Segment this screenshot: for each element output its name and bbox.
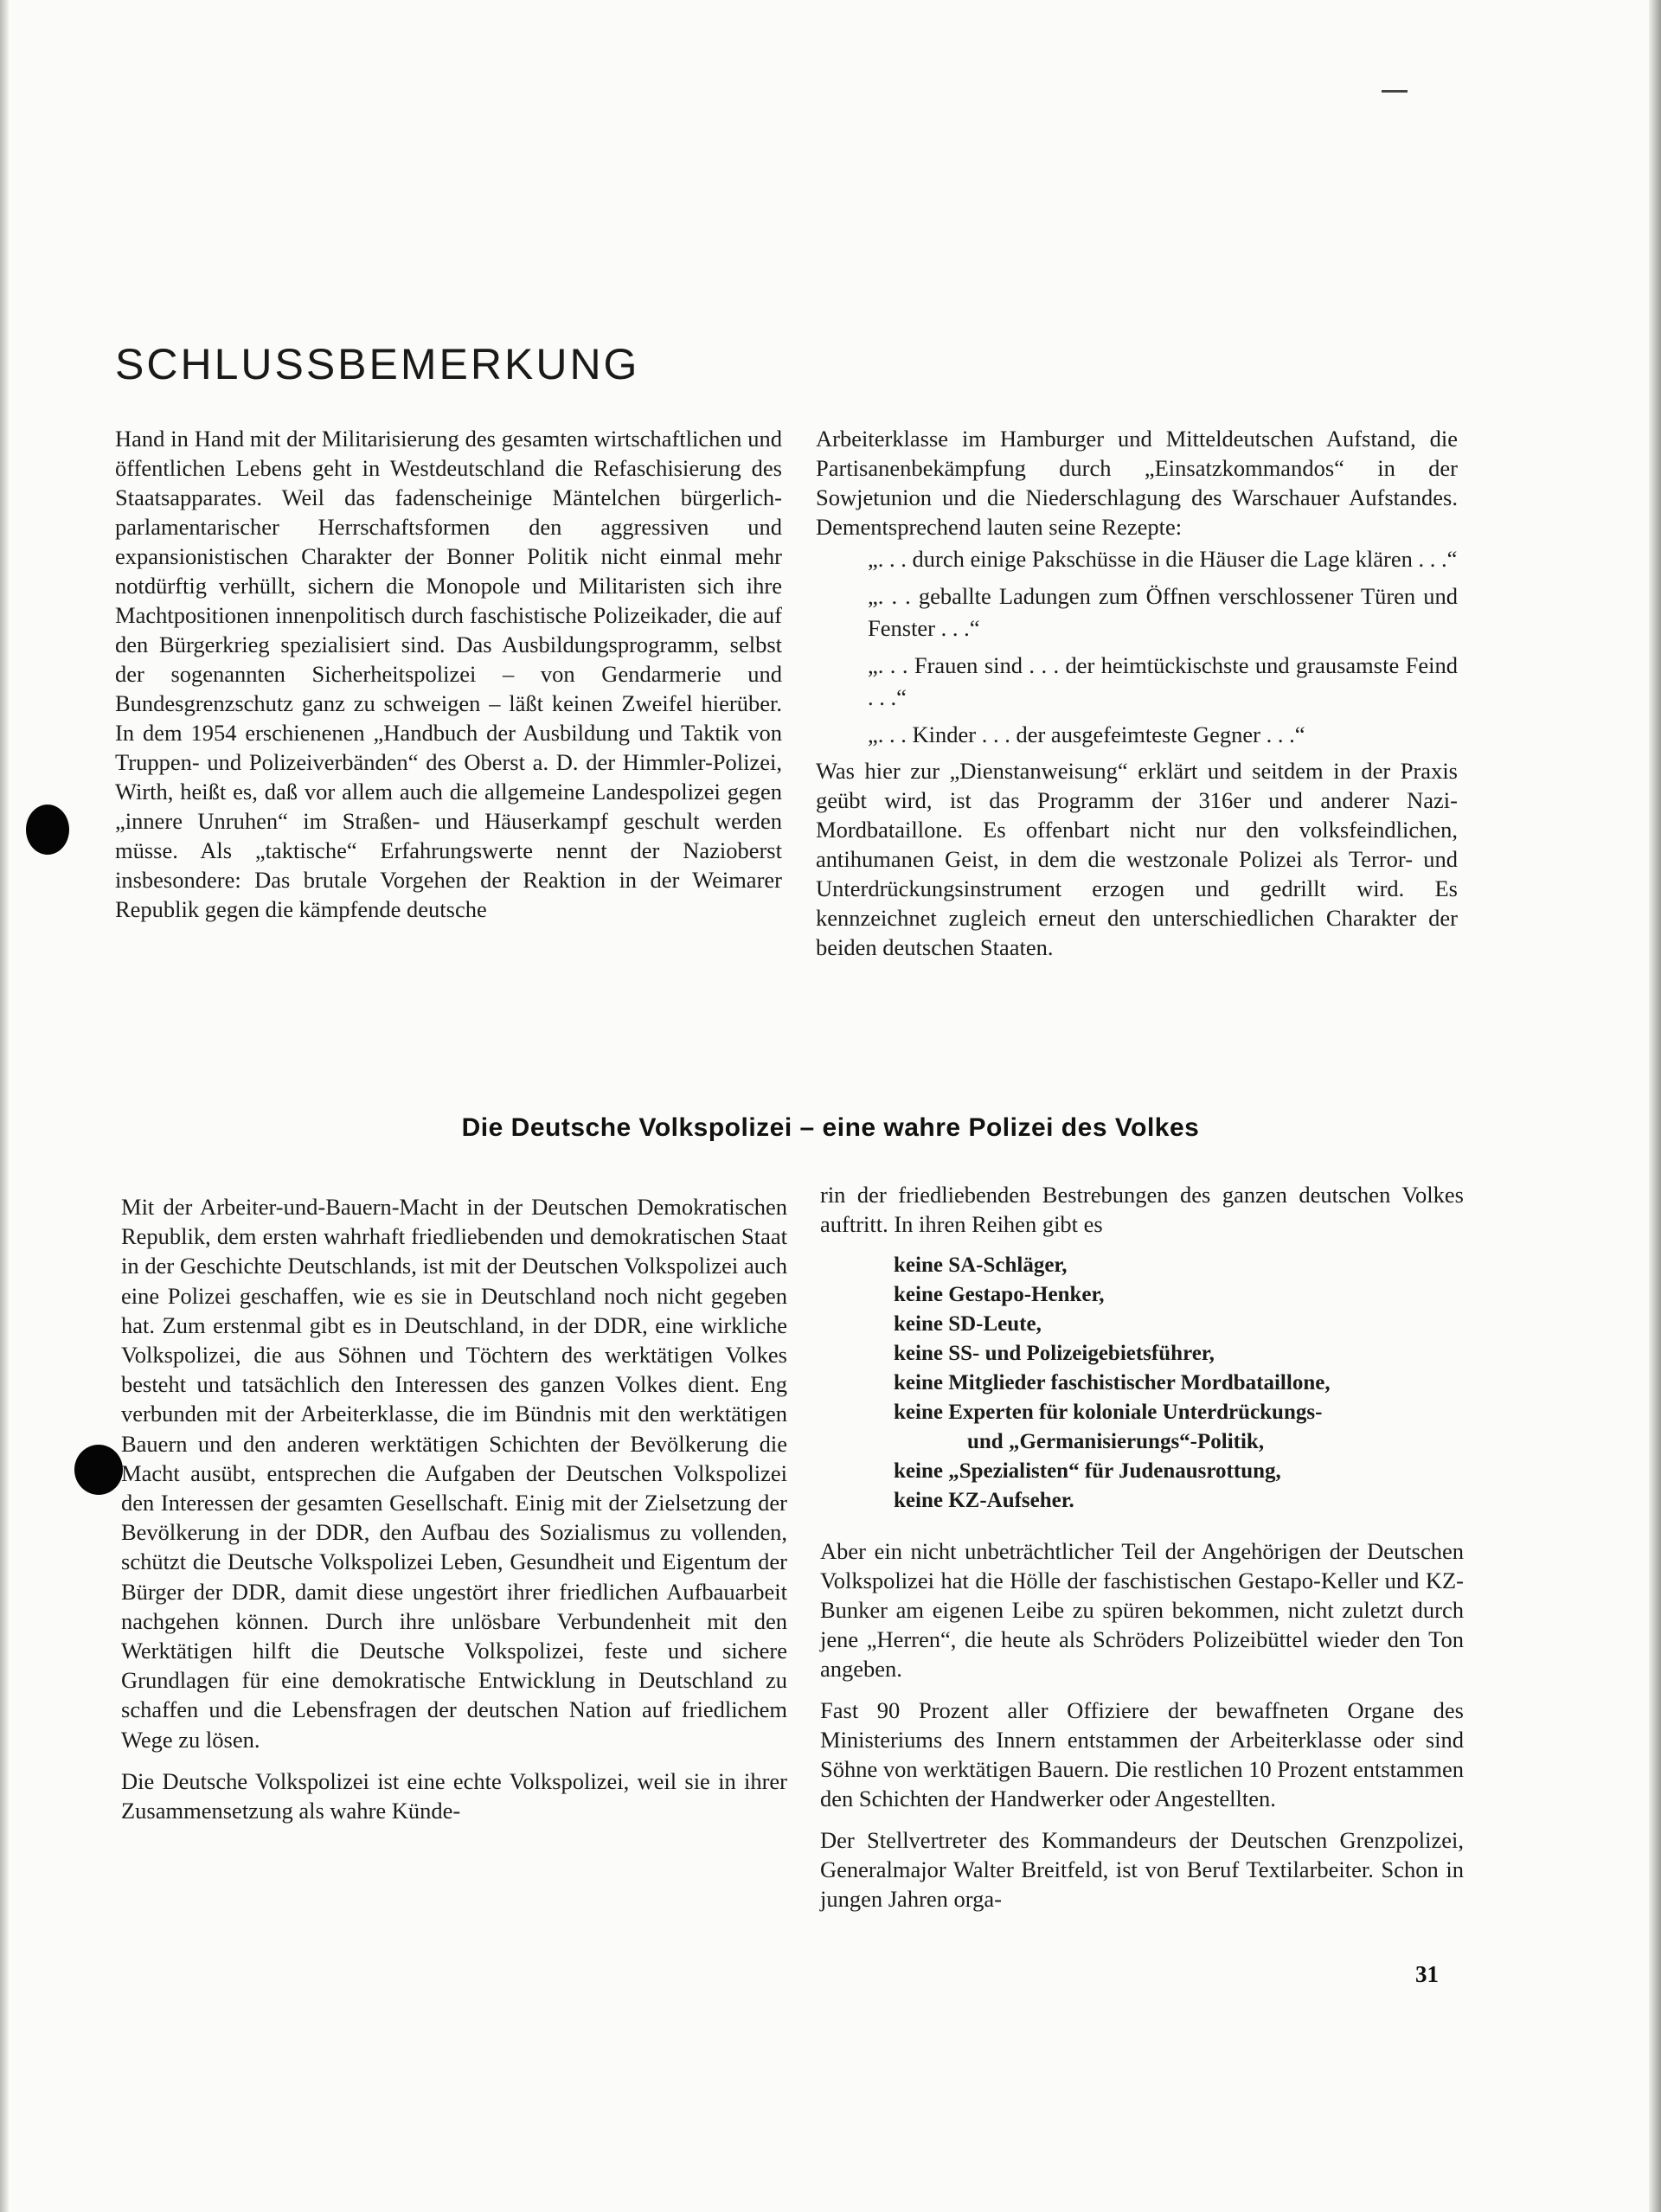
- page-edge-left: [0, 0, 9, 2212]
- keine-list-item: keine „Spezialisten“ für Judenausrottung,: [894, 1459, 1281, 1483]
- volkspolizei-column-left: [121, 1192, 787, 1825]
- punch-hole-bottom: [74, 1445, 123, 1495]
- quote-list: [868, 543, 1458, 751]
- keine-list-item: keine SA-Schläger,: [894, 1253, 1068, 1277]
- volkspolizei-column-right: [820, 1180, 1464, 1914]
- page-edge-right: [1649, 0, 1661, 2212]
- volkspolizei-paragraph-2-part-2: rin der friedliebenden Bestrebungen des ganzen deutschen Volkes auftritt. In ihren Reihen gibt es: [820, 1182, 1464, 1237]
- keine-list: [894, 1251, 1464, 1516]
- volkspolizei-paragraph-4: Fast 90 Prozent aller Offiziere der bewaffneten Organe des Ministeriums des Innern entstammen der Arbeiterklasse oder sind Söhne von werktätigen Bauern. Die restlichen 10 Prozent entstammen den Schichten der Handwerker oder Angestellten.: [820, 1697, 1465, 1811]
- keine-list-item: keine Gestapo-Henker,: [894, 1283, 1105, 1306]
- volkspolizei-paragraph-1: Mit der Arbeiter-und-Bauern-Macht in der Deutschen Demokratischen Republik, dem ersten wahrhaft friedliebenden und demokratischen Staat in der Geschichte Deutschlands, ist mit der Deutschen Volkspolizei auch eine Polizei geschaffen, wie es sie in Deutschland noch nicht gegeben hat. Zum erstenmal gibt es in Deutschland, in der DDR, eine wirkliche Volkspolizei, die aus Söhnen und Töchtern des werktätigen Volkes besteht und tatsächlich den Interessen des ganzen Volkes dient. Eng verbunden mit der Arbeiterklasse, die im Bündnis mit den werktätigen Bauern und den anderen werktätigen Schichten der Bevölkerung die Macht ausübt, entsprechen die Aufgaben der Deutschen Volkspolizei den Interessen der gesamten Gesellschaft. Einig mit der Zielsetzung der Bevölkerung in der DDR, den Aufbau des Sozialismus zu vollenden, schützt die Deutsche Volkspolizei Leben, Gesundheit und Eigentum der Bürger der DDR, damit diese ungestört ihrer friedlichen Aufbauarbeit nachgehen können. Durch ihre unlösbare Verbundenheit mit den Werktätigen hilft die Deutsche Volkspolizei, feste und sichere Grundlagen für eine demokratische Entwicklung in Deutschland zu schaffen und die Lebensfragen der deutschen Nation auf friedlichem Wege zu lösen.: [121, 1194, 787, 1753]
- page-number: 31: [1415, 1961, 1439, 1987]
- volkspolizei-heading: Die Deutsche Volkspolizei – eine wahre Polizei des Volkes: [461, 1113, 1200, 1142]
- closing-column-right: [816, 424, 1458, 962]
- corner-dash-mark: [1382, 90, 1408, 93]
- keine-list-item: keine SD-Leute,: [894, 1312, 1042, 1336]
- closing-conclusion: Was hier zur „Dienstanweisung“ erklärt und seitdem in der Praxis geübt wird, ist das Programm der 316er und anderer Nazi-Mordbataillone. Es offenbart nicht nur den volksfeindlichen, antihumanen Geist, in dem die westzonale Polizei als Terror- und Unterdrückungsinstrument erzogen und gedrillt wird. Es kennzeichnet zugleich erneut den unterschiedlichen Charakter der beiden deutschen Staaten.: [816, 758, 1458, 960]
- volkspolizei-paragraph-3: Aber ein nicht unbeträchtlicher Teil der Angehörigen der Deutschen Volkspolizei hat die Hölle der faschistischen Gestapo-Keller und KZ-Bunker am eigenen Leibe zu spüren bekommen, nicht zuletzt durch jene „Herren“, die heute als Schröders Polizeibüttel wieder den Ton angeben.: [820, 1538, 1464, 1682]
- keine-list-item: keine KZ-Aufseher.: [894, 1489, 1074, 1512]
- quote-item: „. . . durch einige Pakschüsse in die Häuser die Lage klären . . .“: [868, 546, 1458, 572]
- quote-item: „. . . geballte Ladungen zum Öffnen verschlossener Türen und Fenster . . .“: [868, 583, 1458, 641]
- keine-list-item: und „Germanisierungs“-Politik,: [967, 1430, 1265, 1453]
- section-title: SCHLUSSBEMERKUNG: [115, 340, 640, 388]
- keine-list-item: keine SS- und Polizeigebietsführer,: [894, 1342, 1215, 1365]
- closing-paragraph-part-1: Hand in Hand mit der Militarisierung des gesamten wirtschaftlichen und öffentlichen Lebens geht in Westdeutschland die Refaschisierung des Staatsapparates. Weil das fadenscheinige Mäntelchen bürgerlich-parlamentarischer Herrschaftsformen den aggressiven und expansionistischen Charakter der Bonner Politik nicht einmal mehr notdürftig verhüllt, sichern die Monopole und Militaristen sich ihre Machtpositionen innenpolitisch durch faschistische Polizeikader, die auf den Bürgerkrieg spezialisiert sind. Das Ausbildungsprogramm, selbst der sogenannten Sicherheitspolizei – von Gendarmerie und Bundesgrenzschutz ganz zu schweigen – läßt keinen Zweifel hierüber. In dem 1954 erschienenen „Handbuch der Ausbildung und Taktik von Truppen- und Polizeiverbänden“ des Oberst a. D. der Himmler-Polizei, Wirth, heißt es, daß vor allem auch die allgemeine Landespolizei gegen „innere Unruhen“ im Straßen- und Häuserkampf geschult werden müsse. Als „taktische“ Erfahrungswerte nennt der Nazioberst insbesondere: Das brutale Vorgehen der Reaktion in der Weimarer Republik gegen die kämpfende deutsche: [115, 426, 782, 922]
- keine-list-item: keine Experten für koloniale Unterdrückungs-: [894, 1401, 1323, 1424]
- keine-list-item: keine Mitglieder faschistischer Mordbataillone,: [894, 1371, 1331, 1395]
- closing-column-left: [115, 424, 782, 924]
- quote-item: „. . . Kinder . . . der ausgefeimteste Gegner . . .“: [868, 721, 1305, 747]
- punch-hole-top: [26, 805, 69, 855]
- closing-paragraph-part-2: Arbeiterklasse im Hamburger und Mitteldeutschen Aufstand, die Partisanenbekämpfung durch „Einsatzkommandos“ in der Sowjetunion und die Niederschlagung des Warschauer Aufstandes. Dementsprechend lauten seine Rezepte:: [816, 426, 1458, 540]
- volkspolizei-paragraph-2-part-1: Die Deutsche Volkspolizei ist eine echte Volkspolizei, weil sie in ihrer Zusammensetzung als wahre Künde-: [121, 1767, 787, 1824]
- quote-item: „. . . Frauen sind . . . der heimtückischste und grausamste Feind . . .“: [868, 652, 1458, 710]
- volkspolizei-paragraph-5: Der Stellvertreter des Kommandeurs der Deutschen Grenzpolizei, Generalmajor Walter Breitfeld, ist von Beruf Textilarbeiter. Schon in jungen Jahren orga-: [820, 1827, 1464, 1912]
